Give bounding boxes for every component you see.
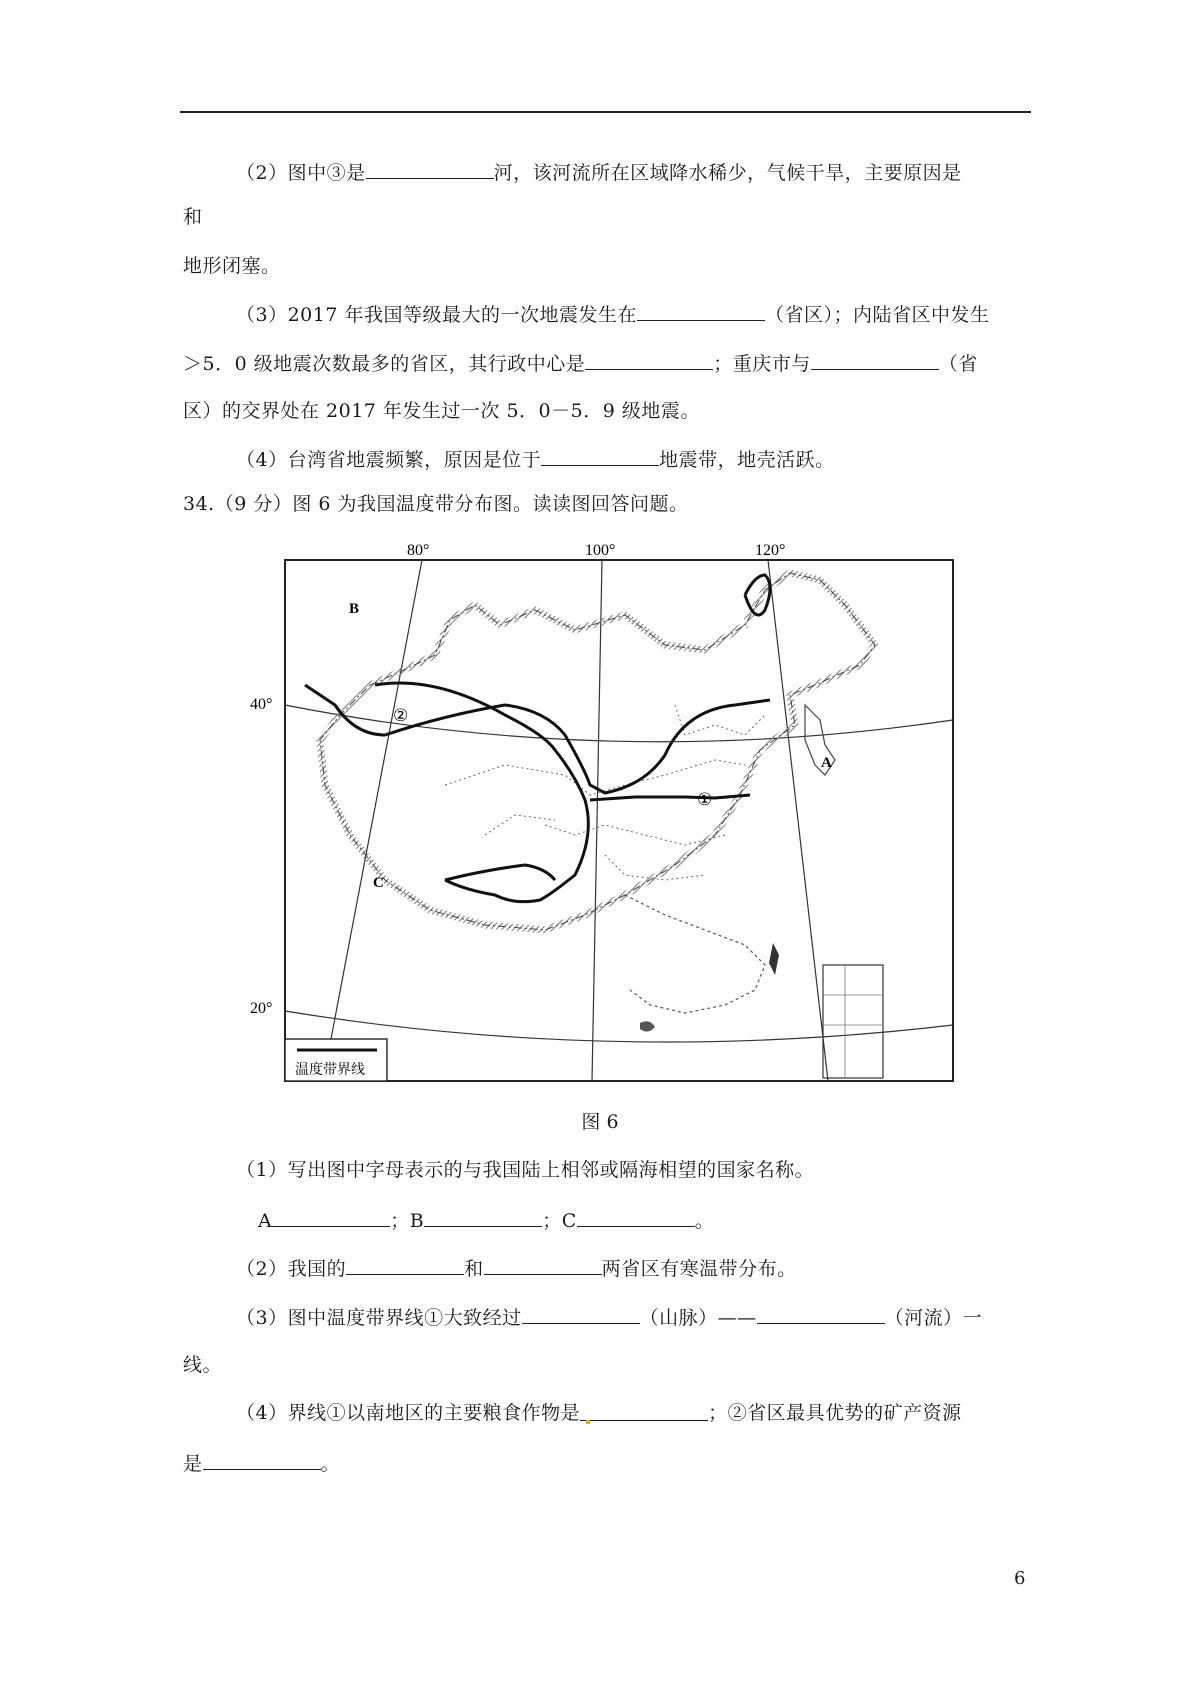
answer-blank[interactable] — [203, 1449, 321, 1470]
lat-40-label: 40° — [250, 696, 273, 713]
answer-blank[interactable] — [272, 1206, 390, 1227]
q34-p4-text-b: ；②省区最具优势的矿产资源 — [708, 1402, 962, 1424]
q34-p1-label-a: A — [258, 1210, 273, 1232]
q34-p1-text-a: （1）写出图中字母表示的与我国陆上相邻或隔海相望的国家名称。 — [236, 1159, 815, 1181]
temperature-zone-map — [245, 535, 965, 1095]
q34-p2-text-b: 和 — [464, 1258, 484, 1280]
answer-blank[interactable] — [757, 1303, 885, 1324]
q34-p4-text-d: 。 — [320, 1453, 341, 1475]
q34-p4-text-a: （4）界线①以南地区的主要粮食作物是 — [236, 1402, 581, 1424]
q34-p3-line2 — [183, 1352, 222, 1378]
q33-p2-text-a: （2）图中③是 — [236, 162, 366, 184]
answer-blank[interactable] — [811, 349, 939, 370]
q34-p1-line1 — [236, 1157, 814, 1183]
q33-p3-line3 — [183, 398, 700, 424]
lat-20-label: 20° — [250, 1000, 273, 1017]
q33-p2-text-b: 河，该河流所在区域降水稀少，气候干旱，主要原因是 — [493, 162, 962, 184]
answer-blank[interactable] — [585, 349, 713, 370]
lon-80-label: 80° — [407, 542, 430, 559]
letter-a-label: A — [821, 755, 832, 771]
marker-1-label: ① — [697, 790, 713, 810]
q34-p1-label-b: ；B — [390, 1210, 425, 1232]
q33-p2-line2 — [183, 204, 203, 230]
q33-p3-text-c: ＞5．0 级地震次数最多的省区，其行政中心是 — [183, 353, 586, 375]
q34-p3-text-d: 线。 — [183, 1354, 223, 1376]
q34-p4-line2 — [183, 1449, 340, 1477]
lon-100-label: 100° — [585, 542, 616, 559]
map-frame — [285, 560, 953, 1081]
q33-p4-text-a: （4）台湾省地震频繁，原因是位于 — [236, 449, 542, 471]
q33-p4-line1 — [236, 445, 835, 473]
answer-blank[interactable] — [541, 445, 659, 466]
answer-blank[interactable] — [424, 1206, 542, 1227]
q34-stem-text: 34.（9 分）图 6 为我国温度带分布图。读读图回答问题。 — [183, 493, 689, 515]
q33-p2-line3 — [183, 253, 281, 279]
legend-label: 温度带界线 — [295, 1062, 365, 1078]
q33-p3-line1 — [236, 300, 990, 328]
letter-b-label: B — [349, 601, 360, 617]
q33-p2-line1 — [236, 158, 962, 186]
q33-p3-text-b: （省区）；内陆省区中发生 — [764, 304, 990, 326]
lon-120-label: 120° — [755, 542, 786, 559]
q34-p4-line1 — [236, 1400, 962, 1426]
q34-p1-end: 。 — [694, 1210, 715, 1232]
map-svg — [245, 535, 965, 1095]
q34-p1-label-c: ；C — [542, 1210, 577, 1232]
q34-p2-line1 — [236, 1254, 797, 1282]
answer-blank[interactable] — [580, 1400, 708, 1421]
page-number-text: 6 — [1014, 1568, 1026, 1589]
q34-p3-line1 — [236, 1303, 982, 1331]
q34-p2-text-a: （2）我国的 — [236, 1258, 347, 1280]
figure-caption — [0, 1107, 1200, 1134]
q34-p2-text-c: 两省区有寒温带分布。 — [601, 1258, 797, 1280]
q34-p1-line2 — [258, 1206, 714, 1234]
q34-p4-text-c: 是 — [183, 1453, 203, 1475]
figure-caption-text: 图 6 — [581, 1111, 619, 1133]
q33-p3-line2 — [183, 349, 978, 377]
q34-p3-text-a: （3）图中温度带界线①大致经过 — [236, 1307, 522, 1329]
answer-blank[interactable] — [366, 158, 494, 179]
answer-blank[interactable] — [346, 1254, 464, 1275]
marker-2-label: ② — [393, 706, 409, 726]
q33-p3-text-f: 区）的交界处在 2017 年发生过一次 5．0－5．9 级地震。 — [183, 400, 700, 422]
answer-blank[interactable] — [577, 1206, 695, 1227]
page-number — [1014, 1568, 1025, 1589]
q34-p3-text-c: （河流）一 — [884, 1307, 983, 1329]
q33-p2-text-d: 地形闭塞。 — [183, 255, 281, 277]
answer-blank[interactable] — [522, 1303, 640, 1324]
q33-p3-text-d: ；重庆市与 — [713, 353, 811, 375]
highlight-dot — [586, 1420, 590, 1424]
q34-p3-text-b: （山脉）—— — [639, 1307, 757, 1329]
q34-stem — [183, 491, 689, 517]
q33-p3-text-e: （省 — [938, 353, 978, 375]
q33-p3-text-a: （3）2017 年我国等级最大的一次地震发生在 — [236, 304, 637, 326]
answer-blank[interactable] — [637, 300, 765, 321]
q33-p2-text-c: 和 — [183, 206, 203, 228]
header-rule — [180, 111, 1031, 113]
answer-blank[interactable] — [484, 1254, 602, 1275]
q33-p4-text-b: 地震带，地壳活跃。 — [659, 449, 835, 471]
letter-c-label: C — [373, 875, 384, 891]
